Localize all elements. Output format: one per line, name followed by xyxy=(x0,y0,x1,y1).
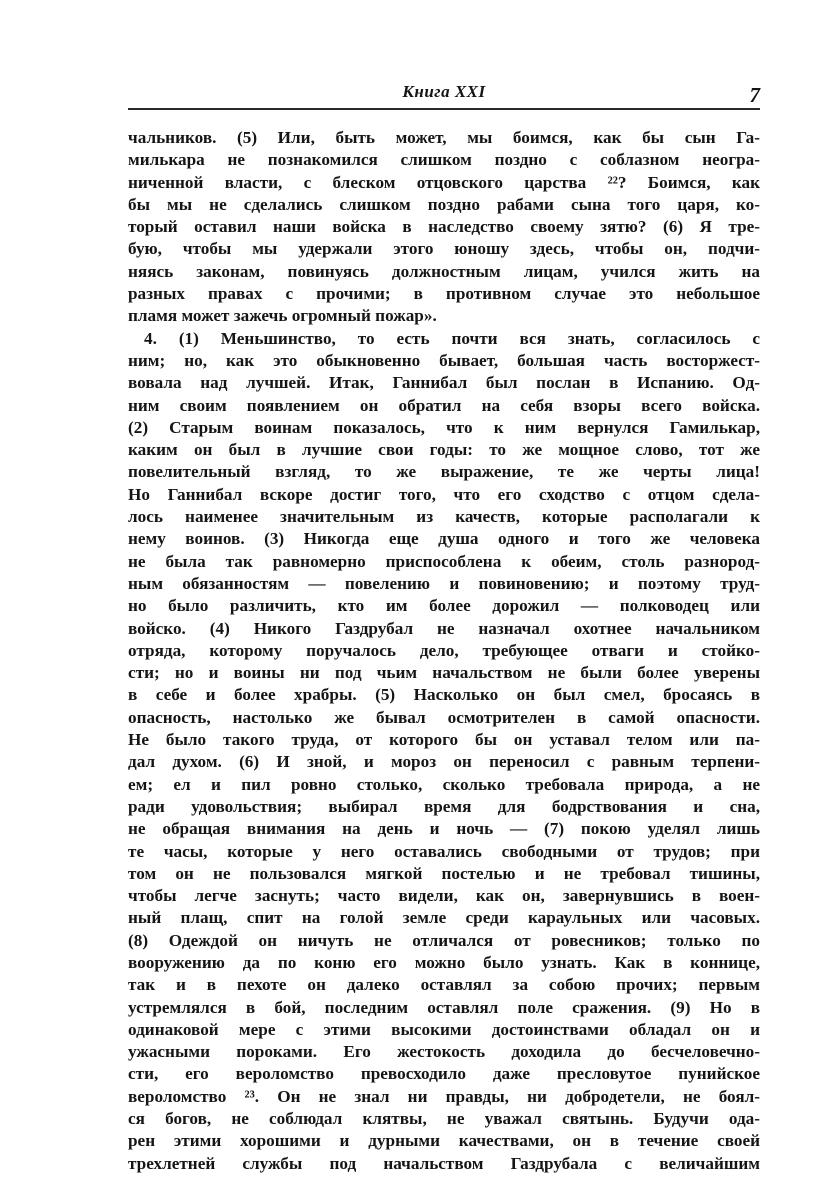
text-line: лось наименее значительным из качеств, которые располагали к xyxy=(128,507,760,527)
text-line: ради удовольствия; выбирал время для бодрствования и сна, xyxy=(128,796,760,816)
text-line: ем; ел и пил ровно столько, сколько требовала природа, а не xyxy=(128,774,760,794)
text-line: вооружению да по коню его можно было узнать. Как в коннице, xyxy=(128,952,760,972)
running-head: Книга XXI xyxy=(402,82,486,101)
text-line: милькара не познакомился слишком поздно с соблазном неогра- xyxy=(128,150,760,170)
text-line: (2) Старым воинам показалось, что к ним вернулся Гамилькар, xyxy=(128,417,760,437)
text-line: бы мы не сделались слишком поздно рабами сына того царя, ко- xyxy=(128,194,760,214)
text-line: сти; но и воины ни под чьим начальством не были более уверены xyxy=(128,663,760,683)
text-line: пламя может зажечь огромный пожар». xyxy=(128,306,437,326)
text-line: вероломство ²³. Он не знал ни правды, ни добродетели, не боял- xyxy=(128,1086,760,1106)
text-line: (8) Одеждой он ничуть не отличался от ровесников; только по xyxy=(128,930,760,950)
text-line: в себе и более храбры. (5) Насколько он был смел, бросаясь в xyxy=(128,685,760,705)
text-line: том он не пользовался мягкой постелью и не требовал тишины, xyxy=(128,863,760,883)
text-line: ным обязанностям — повелению и повиновению; и поэтому труд- xyxy=(128,573,760,593)
paragraph xyxy=(128,127,760,328)
text-line: войско. (4) Никого Газдрубал не назначал охотнее начальником xyxy=(128,618,760,638)
text-line: торый оставил наши войска в наследство своему зятю? (6) Я тре- xyxy=(128,217,760,237)
body-text xyxy=(128,127,760,1175)
text-line: ужасными пороками. Его жестокость доходила до бесчеловечно- xyxy=(128,1042,760,1062)
text-line: ся богов, не соблюдал клятвы, не уважал святынь. Будучи ода- xyxy=(128,1109,760,1129)
text-line: ним своим появлением он обратил на себя взоры всего войска. xyxy=(128,395,760,415)
text-line: повелительный взгляд, то же выражение, те же черты лица! xyxy=(128,462,760,482)
text-line: разных правах с прочими; в противном случае это небольшое xyxy=(128,284,760,304)
text-line: не обращая внимания на день и ночь — (7) покою уделял лишь xyxy=(128,819,760,839)
text-line: но было различить, кто им более дорожил — полководец или xyxy=(128,596,760,616)
text-line: дал духом. (6) И зной, и мороз он переносил с равным терпени- xyxy=(128,752,760,772)
header-rule xyxy=(128,108,760,110)
text-line: трехлетней службы под начальством Газдрубала с величайшим xyxy=(128,1153,760,1173)
text-line: каким он был в лучшие свои годы: то же мощное слово, тот же xyxy=(128,440,760,460)
text-line: бую, чтобы мы удержали этого юношу здесь, чтобы он, подчи- xyxy=(128,239,760,259)
text-line: чтобы легче заснуть; часто видели, как он, завернувшись в воен- xyxy=(128,886,760,906)
text-line: няясь законам, повинуясь должностным лицам, учился жить на xyxy=(128,261,760,281)
text-line: опасность, настолько же бывал осмотрителен в самой опасности. xyxy=(128,707,760,727)
text-line: вовала над лучшей. Итак, Ганнибал был послан в Испанию. Од- xyxy=(128,373,760,393)
text-line: не была так равномерно приспособлена к обеим, столь разнород- xyxy=(128,551,760,571)
text-line: нему воинов. (3) Никогда еще душа одного и того же человека xyxy=(128,529,760,549)
paragraph xyxy=(128,328,760,1175)
text-line: сти, его вероломство превосходило даже пресловутое пунийское xyxy=(128,1064,760,1084)
text-line: те часы, которые у него оставались свободными от трудов; при xyxy=(128,841,760,861)
text-line: чальников. (5) Или, быть может, мы боимся, как бы сын Га- xyxy=(128,128,760,147)
text-line: ним; но, как это обыкновенно бывает, большая часть восторжест- xyxy=(128,350,760,370)
text-line: устремлялся в бой, последним оставлял поле сражения. (9) Но в xyxy=(128,997,760,1017)
page-number: 7 xyxy=(749,83,760,107)
text-line: Но Ганнибал вскоре достиг того, что его сходство с отцом сдела- xyxy=(128,484,760,504)
text-line: так и в пехоте он далеко оставлял за собою прочих; первым xyxy=(128,975,760,995)
page-header xyxy=(128,82,760,106)
text-line: Не было такого труда, от которого бы он уставал телом или па- xyxy=(128,730,760,750)
text-line: отряда, которому поручалось дело, требующее отваги и стойко- xyxy=(128,640,760,660)
text-line: рен этими хорошими и дурными качествами, он в течение своей xyxy=(128,1131,760,1151)
text-line: 4. (1) Меньшинство, то есть почти вся знать, согласилось с xyxy=(144,328,760,348)
text-line: одинаковой мере с этими высокими достоинствами обладал он и xyxy=(128,1019,760,1039)
text-line: ниченной власти, с блеском отцовского царства ²²? Боимся, как xyxy=(128,172,760,192)
text-line: ный плащ, спит на голой земле среди караульных или часовых. xyxy=(128,908,760,928)
